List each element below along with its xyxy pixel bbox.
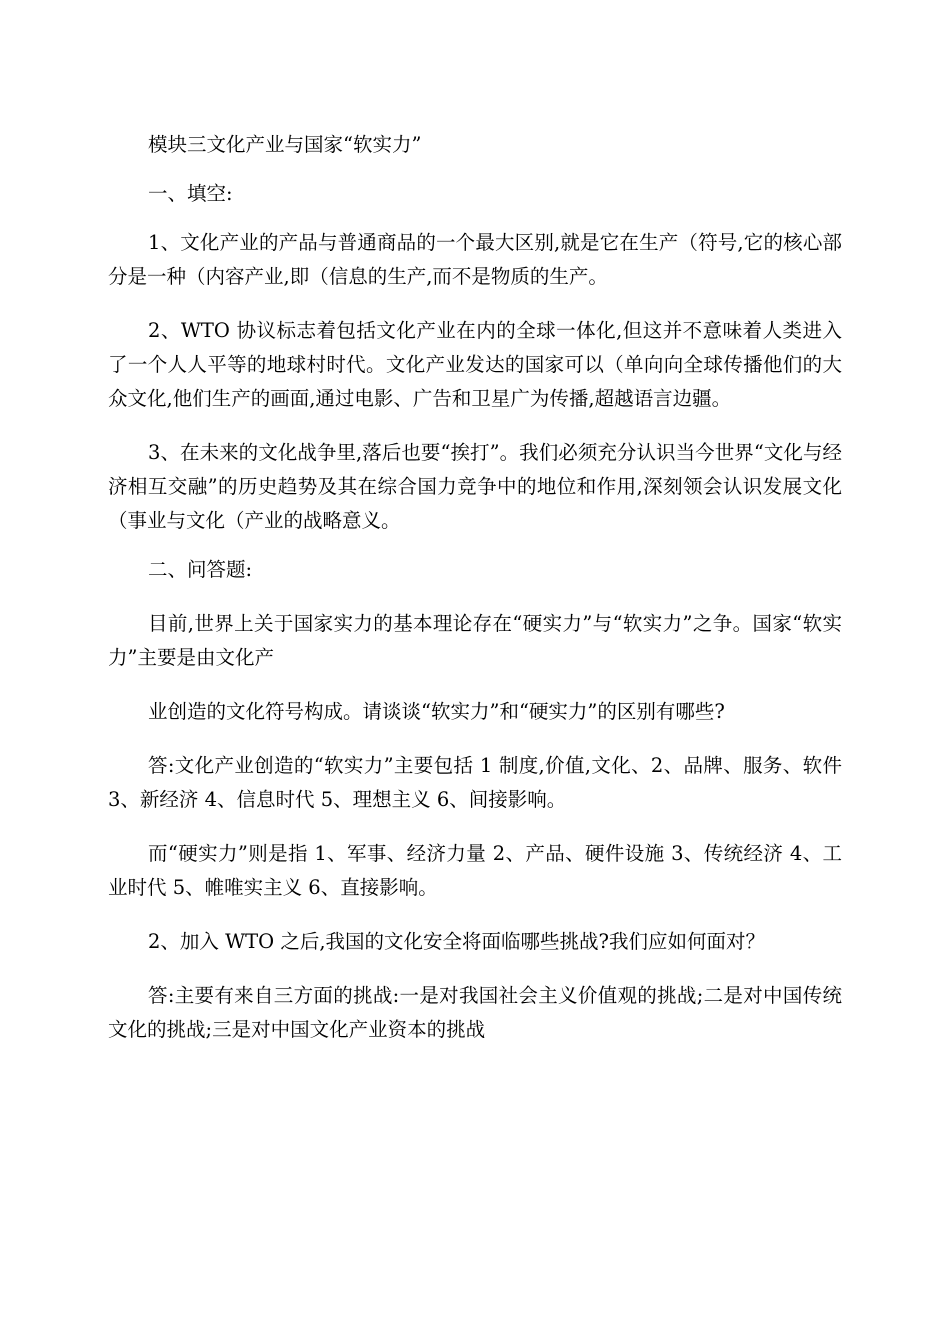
qa-question-1-part2: 业创造的文化符号构成。请谈谈“软实力”和“硬实力”的区别有哪些? xyxy=(148,700,725,723)
section-heading-fill-in: 一、填空: xyxy=(148,182,233,205)
qa-question-1-part1: 目前,世界上关于国家实力的基本理论存在“硬实力”与“软实力”之争。国家“软实力”主要是由文化产 xyxy=(108,612,842,669)
fill-in-question-1: 1、文化产业的产品与普通商品的一个最大区别,就是它在生产（符号,它的核心部分是一种（内容产业,即（信息的生产,而不是物质的生产。 xyxy=(108,231,842,288)
fill-in-question-2: 2、WTO 协议标志着包括文化产业在内的全球一体化,但这并不意味着人类进入了一个人人平等的地球村时代。文化产业发达的国家可以（单向向全球传播他们的大众文化,他们生产的画面,通过电影、广告和卫星广为传播,超越语言边疆。 xyxy=(108,319,842,410)
qa-answer-1-part1: 答:文化产业创造的“软实力”主要包括 1 制度,价值,文化、2、品牌、服务、软件 3、新经济 4、信息时代 5、理想主义 6、间接影响。 xyxy=(108,754,842,811)
section-heading-qa: 二、问答题: xyxy=(148,558,253,581)
qa-question-2: 2、加入 WTO 之后,我国的文化安全将面临哪些挑战?我们应如何面对？ xyxy=(148,930,765,953)
qa-answer-1-part2: 而“硬实力”则是指 1、军事、经济力量 2、产品、硬件设施 3、传统经济 4、工业时代 5、帷唯实主义 6、直接影响。 xyxy=(108,842,842,899)
document-title: 模块三文化产业与国家“软实力” xyxy=(148,133,422,156)
qa-answer-2: 答:主要有来自三方面的挑战:一是对我国社会主义价值观的挑战;二是对中国传统文化的挑战;三是对中国文化产业资本的挑战 xyxy=(108,984,842,1041)
fill-in-question-3: 3、在未来的文化战争里,落后也要“挨打”。我们必须充分认识当今世界“文化与经济相互交融”的历史趋势及其在综合国力竞争中的地位和作用,深刻领会认识发展文化（事业与文化（产业的战略意义。 xyxy=(108,441,842,532)
document-page xyxy=(108,128,842,1047)
